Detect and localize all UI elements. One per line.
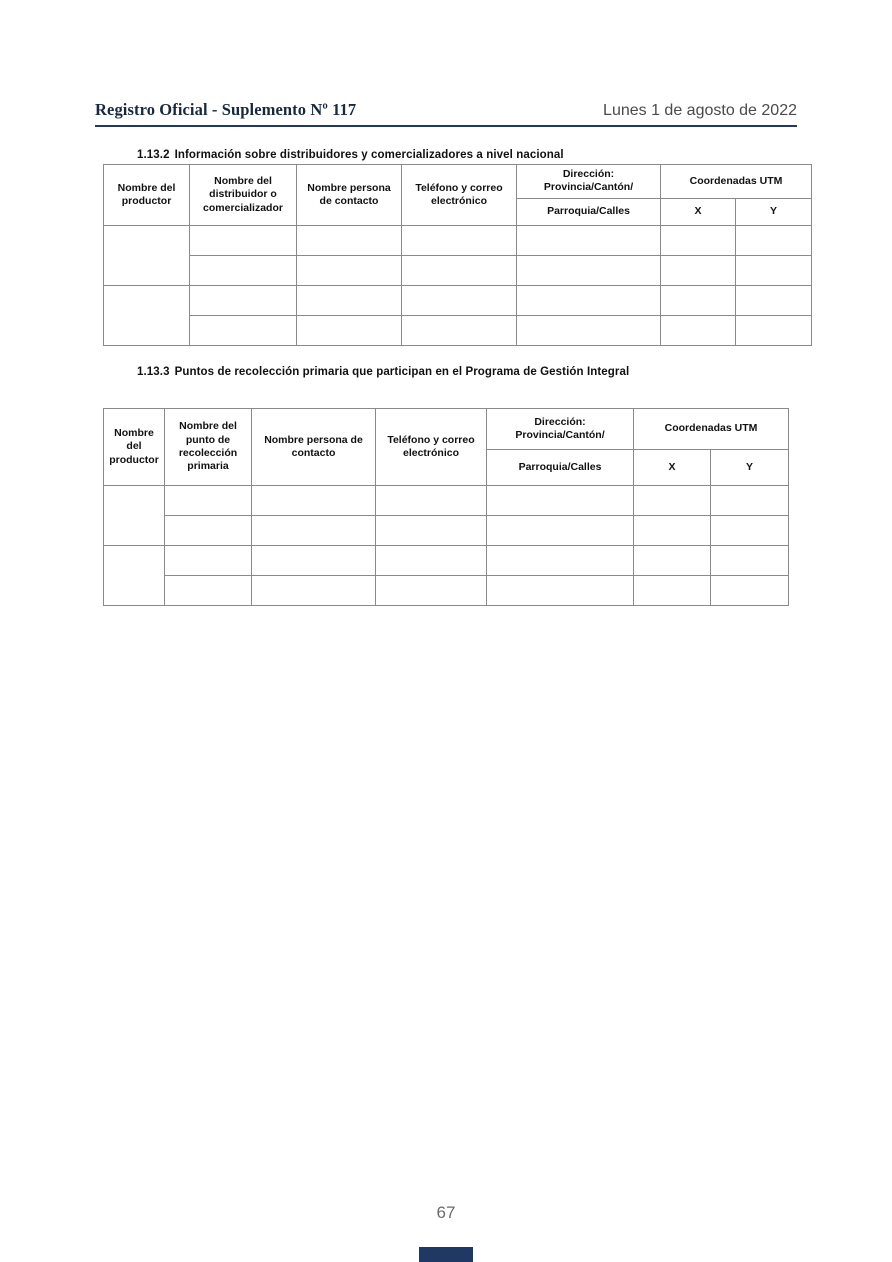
header-utm-y: Y — [711, 450, 789, 486]
cell-telefono-correo[interactable] — [376, 546, 487, 576]
cell-nombre-punto-recoleccion[interactable] — [165, 486, 252, 516]
header-coordenadas-utm: Coordenadas UTM — [661, 165, 812, 199]
table-row — [104, 576, 789, 606]
cell-utm-x[interactable] — [634, 516, 711, 546]
cell-nombre-distribuidor[interactable] — [190, 315, 297, 345]
cell-telefono-correo[interactable] — [402, 255, 517, 285]
cell-direccion[interactable] — [517, 225, 661, 255]
cell-telefono-correo[interactable] — [402, 285, 517, 315]
cell-direccion[interactable] — [487, 576, 634, 606]
table-distribuidores — [103, 164, 812, 346]
cell-utm-y[interactable] — [711, 546, 789, 576]
header-direccion: Dirección: Provincia/Cantón/ — [517, 165, 661, 199]
cell-utm-x[interactable] — [634, 546, 711, 576]
cell-telefono-correo[interactable] — [402, 225, 517, 255]
cell-utm-x[interactable] — [661, 315, 736, 345]
cell-nombre-punto-recoleccion[interactable] — [165, 516, 252, 546]
table-row — [104, 225, 812, 255]
cell-nombre-productor[interactable] — [104, 486, 165, 546]
section-title-1133 — [137, 366, 629, 378]
cell-direccion[interactable] — [487, 486, 634, 516]
header-nombre-productor: Nombre del productor — [104, 409, 165, 486]
cell-nombre-contacto[interactable] — [252, 546, 376, 576]
section-heading-1132: Información sobre distribuidores y comercializadores a nivel nacional — [174, 149, 564, 161]
cell-nombre-distribuidor[interactable] — [190, 225, 297, 255]
table-header-row-top — [104, 409, 789, 450]
header-utm-x: X — [634, 450, 711, 486]
footer-mark — [419, 1247, 473, 1262]
header-direccion: Dirección: Provincia/Cantón/ — [487, 409, 634, 450]
table-row — [104, 315, 812, 345]
cell-nombre-productor[interactable] — [104, 546, 165, 606]
cell-nombre-productor[interactable] — [104, 225, 190, 285]
cell-direccion[interactable] — [517, 255, 661, 285]
cell-direccion[interactable] — [487, 516, 634, 546]
cell-utm-x[interactable] — [634, 576, 711, 606]
header-telefono-correo: Teléfono y correo electrónico — [402, 165, 517, 226]
cell-nombre-distribuidor[interactable] — [190, 285, 297, 315]
cell-utm-x[interactable] — [634, 486, 711, 516]
table-puntos-recoleccion — [103, 408, 789, 606]
page-header — [95, 100, 797, 120]
cell-utm-y[interactable] — [736, 315, 812, 345]
cell-nombre-contacto[interactable] — [297, 285, 402, 315]
table-row — [104, 255, 812, 285]
cell-utm-y[interactable] — [736, 255, 812, 285]
cell-utm-y[interactable] — [711, 576, 789, 606]
table-row — [104, 285, 812, 315]
table-row — [104, 546, 789, 576]
header-utm-y: Y — [736, 198, 812, 225]
header-utm-x: X — [661, 198, 736, 225]
cell-direccion[interactable] — [487, 546, 634, 576]
header-parroquia-calles: Parroquia/Calles — [517, 198, 661, 225]
cell-utm-y[interactable] — [736, 285, 812, 315]
header-date-right: Lunes 1 de agosto de 2022 — [603, 102, 797, 119]
cell-nombre-contacto[interactable] — [252, 576, 376, 606]
cell-direccion[interactable] — [517, 315, 661, 345]
cell-utm-x[interactable] — [661, 255, 736, 285]
cell-telefono-correo[interactable] — [402, 315, 517, 345]
cell-utm-x[interactable] — [661, 285, 736, 315]
header-divider — [95, 125, 797, 127]
header-title-left: Registro Oficial - Suplemento Nº 117 — [95, 100, 357, 119]
header-telefono-correo: Teléfono y correo electrónico — [376, 409, 487, 486]
header-nombre-punto-recoleccion: Nombre del punto de recolección primaria — [165, 409, 252, 486]
table-row — [104, 486, 789, 516]
cell-nombre-productor[interactable] — [104, 285, 190, 345]
section-number-1132: 1.13.2 — [137, 149, 170, 161]
section-number-1133: 1.13.3 — [137, 366, 170, 378]
cell-nombre-contacto[interactable] — [297, 255, 402, 285]
cell-direccion[interactable] — [517, 285, 661, 315]
header-nombre-contacto: Nombre persona de contacto — [297, 165, 402, 226]
section-title-1132 — [137, 149, 564, 161]
cell-nombre-punto-recoleccion[interactable] — [165, 576, 252, 606]
table-header-row-top — [104, 165, 812, 199]
header-nombre-productor: Nombre del productor — [104, 165, 190, 226]
cell-nombre-contacto[interactable] — [252, 516, 376, 546]
cell-nombre-punto-recoleccion[interactable] — [165, 546, 252, 576]
header-parroquia-calles: Parroquia/Calles — [487, 450, 634, 486]
cell-utm-y[interactable] — [736, 225, 812, 255]
header-nombre-contacto: Nombre persona de contacto — [252, 409, 376, 486]
page-number: 67 — [436, 1203, 456, 1222]
table-row — [104, 516, 789, 546]
cell-telefono-correo[interactable] — [376, 486, 487, 516]
header-nombre-distribuidor: Nombre del distribuidor o comercializador — [190, 165, 297, 226]
cell-telefono-correo[interactable] — [376, 576, 487, 606]
cell-utm-x[interactable] — [661, 225, 736, 255]
cell-nombre-contacto[interactable] — [252, 486, 376, 516]
cell-utm-y[interactable] — [711, 486, 789, 516]
section-heading-1133: Puntos de recolección primaria que participan en el Programa de Gestión Integral — [174, 366, 630, 378]
cell-nombre-contacto[interactable] — [297, 225, 402, 255]
cell-telefono-correo[interactable] — [376, 516, 487, 546]
cell-nombre-contacto[interactable] — [297, 315, 402, 345]
cell-nombre-distribuidor[interactable] — [190, 255, 297, 285]
cell-utm-y[interactable] — [711, 516, 789, 546]
header-coordenadas-utm: Coordenadas UTM — [634, 409, 789, 450]
